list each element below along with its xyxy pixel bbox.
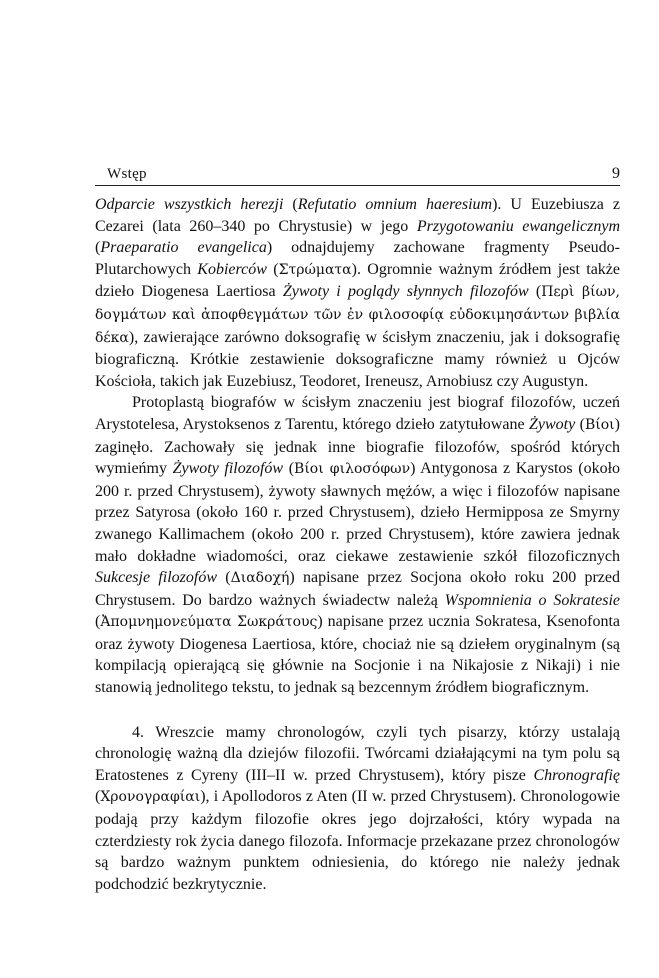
paragraph-chronologists: [95, 722, 620, 896]
text-run: ), i Apollodoros z Aten (II w. przed Chrystusem). Chronologowie podają przy każdym filozofie okres jego dojrzałości, który wypada na czterdziesty rok życia danego filozofa. Informacje przekazane przez chronologów są bardzo ważnym punktem odniesienia, do którego nie należy jednak podchodzić bezkrytycznie.: [95, 788, 620, 893]
running-head: [95, 164, 620, 184]
text-run: 4. Wreszcie mamy chronologów, czyli tych pisarzy, którzy ustalają chronologię ważną dla dziejów filozofii. Twórcami działającymi na tym polu są Eratostenes z Cyreny (III–II w. przed Chrystusem), który pisze: [95, 723, 620, 784]
greek-title: Χρονογραφίαι: [100, 789, 201, 806]
italic-title: Przygotowaniu ewangelicznym: [416, 217, 620, 235]
paragraph-biographers: [95, 392, 620, 698]
italic-title: Żywoty: [528, 415, 576, 433]
page-number: 9: [612, 165, 620, 182]
text-run: Protoplastą biografów w ścisłym znaczeniu jest biograf filozofów, uczeń Arystotelesa, Arystoksenos z Tarentu, którego dzieło zatytułowane: [95, 394, 620, 433]
text-run: (: [575, 415, 585, 433]
text-run: (: [95, 788, 101, 806]
body-text: [95, 194, 620, 895]
text-run: ), zawierające zarówno doksografię w ścisłym znaczeniu, jak i doksografię biograficzną. Krótkie zestawienie doksograficzne mamy również u Ojców Kościoła, takich jak Euzebiusz, Teodoret, Ireneusz, Arnobiusz czy Augustyn.: [95, 328, 620, 390]
greek-title: Βίοι: [584, 416, 615, 433]
running-title: Wstęp: [107, 166, 147, 182]
greek-title: Βίοι φιλοσόφων: [294, 461, 411, 478]
text-run: (: [266, 260, 279, 278]
italic-title: Odparcie wszystkich herezji: [95, 196, 284, 213]
text-run: (: [95, 613, 101, 631]
text-run: (: [528, 283, 542, 301]
text-run: ) odnajdujemy zachowane fragmenty Pseudo-Plutarchowych: [95, 239, 620, 278]
text-run: ). U Euzebiusza z Cezarei (lata 260–340 po Chrystusie) w jego: [95, 196, 620, 235]
greek-title: Διαδοχή: [230, 570, 290, 587]
text-run: (: [283, 196, 298, 213]
greek-title: Στρώματα: [278, 261, 352, 278]
paragraph-continued: [95, 194, 620, 392]
italic-title: Refutatio omnium haeresium: [297, 196, 493, 213]
text-run: (: [217, 569, 231, 587]
text-run: ) zaginęło. Zachowały się jednak inne biografie filozofów, spośród których wymieńmy: [95, 415, 620, 478]
italic-title: Żywoty filozofów: [172, 460, 284, 478]
greek-title: Περὶ βίων, δογμάτων καὶ ἀποφθεγμάτων τῶν ἐν φιλοσοφίᾳ εὐδοκιμησάντων βιβλία δέκα: [95, 284, 621, 346]
italic-title: Żywoty i poglądy słynnych filozofów: [282, 283, 529, 301]
italic-title: Sukcesje filozofów: [95, 569, 218, 587]
text-run: ) napisane przez Socjona około roku 200 przed Chrystusem. Do bardzo ważnych świadectw należą: [95, 569, 620, 609]
text-run: ) napisane przez ucznia Sokratesa, Ksenofonta oraz żywoty Diogenesa Laertiosa, które, chociaż nie są dziełem oryginalnym (są kompilacją opierającą się głównie na Socjonie i na Nikajosie z Nikaji) i nie stanowią jednolitego tekstu, to jednak są bezcennym źródłem biograficznym.: [95, 613, 620, 697]
italic-title: Kobierców: [197, 260, 267, 278]
text-run: (: [283, 460, 295, 478]
text-run: ). Ogromnie ważnym źródłem jest także dzieło Diogenesa Laertiosa: [95, 260, 621, 301]
text-run: (: [95, 239, 101, 257]
italic-title: Praeparatio evangelica: [100, 239, 267, 257]
greek-title: Ἀπομνημονεύματα Σωκράτους: [100, 614, 318, 631]
header-rule: [95, 185, 620, 186]
text-run: ) Antygonosa z Karystos (około 200 r. przed Chrystusem), żywoty sławnych mężów, a więc i filozofów napisane przez Satyrosa (około 160 r. przed Chrystusem), dzieło Hermipposa ze Smyrny zwanego Kallimachem (około 200 r. przed Chrystusem), które zawiera jednak mało dokładne wiadomości, oraz ciekawe zestawienie szkół filozoficznych: [95, 460, 621, 565]
italic-title: Wspomnienia o Sokratesie: [444, 591, 620, 609]
italic-title: Chronografię: [533, 766, 620, 784]
